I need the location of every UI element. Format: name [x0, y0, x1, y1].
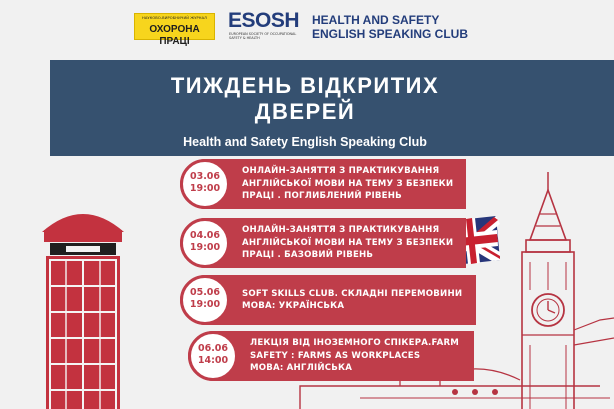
event-time: 14:00	[197, 355, 229, 366]
event-line: ЛЕКЦІЯ ВІД ІНОЗЕМНОГО СПІКЕРА.FARM	[250, 338, 460, 349]
title-line2: ДВЕРЕЙ	[254, 99, 356, 124]
event-date-badge	[180, 159, 230, 209]
banner-subtitle: Health and Safety English Speaking Club	[183, 135, 427, 149]
event-line: ПРАЦІ . БАЗОВИЙ РІВЕНЬ	[242, 250, 374, 261]
event-item	[188, 331, 474, 381]
event-description	[242, 218, 460, 268]
event-description	[242, 275, 470, 325]
club-name-line1: HEALTH AND SAFETY	[312, 13, 440, 27]
event-item	[180, 218, 466, 268]
event-line: SOFT SKILLS CLUB. СКЛАДНІ ПЕРЕМОВИНИ	[242, 288, 463, 299]
event-time: 19:00	[189, 183, 221, 194]
event-item	[180, 159, 466, 209]
big-ben-icon	[522, 172, 614, 409]
event-line: ОНЛАЙН-ЗАНЯТТЯ З ПРАКТИКУВАННЯ	[242, 225, 440, 236]
event-line: ОНЛАЙН-ЗАНЯТТЯ З ПРАКТИКУВАННЯ	[242, 166, 440, 177]
event-line: АНГЛІЙСЬКОЇ МОВИ НА ТЕМУ З БЕЗПЕКИ	[242, 178, 454, 189]
esosh-wordmark: ESOSH	[228, 9, 300, 32]
title-line1: ТИЖДЕНЬ ВІДКРИТИХ	[170, 73, 440, 98]
event-item	[180, 275, 476, 325]
event-line: АНГЛІЙСЬКОЇ МОВИ НА ТЕМУ З БЕЗПЕКИ	[242, 237, 454, 248]
logo-title: ОХОРОНА ПРАЦІ	[149, 24, 200, 47]
event-date-badge	[180, 275, 230, 325]
event-time: 19:00	[189, 242, 221, 253]
event-date: 06.06	[197, 343, 229, 354]
event-date-badge	[188, 331, 238, 381]
phone-box-icon	[42, 214, 124, 409]
event-line: МОВА: УКРАЇНСЬКА	[242, 301, 345, 311]
event-line: SAFETY : FARMS AS WORKPLACES	[250, 350, 421, 361]
logo-small-caption: НАУКОВО-ВИРОБНИЧИЙ ЖУРНАЛ	[142, 16, 207, 20]
event-line: ПРАЦІ . ПОГЛИБЛЕНИЙ РІВЕНЬ	[242, 191, 402, 202]
event-description	[242, 159, 460, 209]
event-time: 19:00	[189, 299, 221, 310]
event-line: МОВА: АНГЛІЙСЬКА	[250, 363, 353, 374]
event-date: 03.06	[189, 171, 221, 182]
esosh-subtitle: EUROPEAN SOCIETY OF OCCUPATIONAL SAFETY & HEALTH	[229, 32, 297, 40]
event-date: 05.06	[189, 287, 221, 298]
event-date-badge	[180, 218, 230, 268]
club-name-line2: ENGLISH SPEAKING CLUB	[312, 27, 469, 41]
event-description	[250, 331, 468, 381]
event-date: 04.06	[189, 230, 221, 241]
